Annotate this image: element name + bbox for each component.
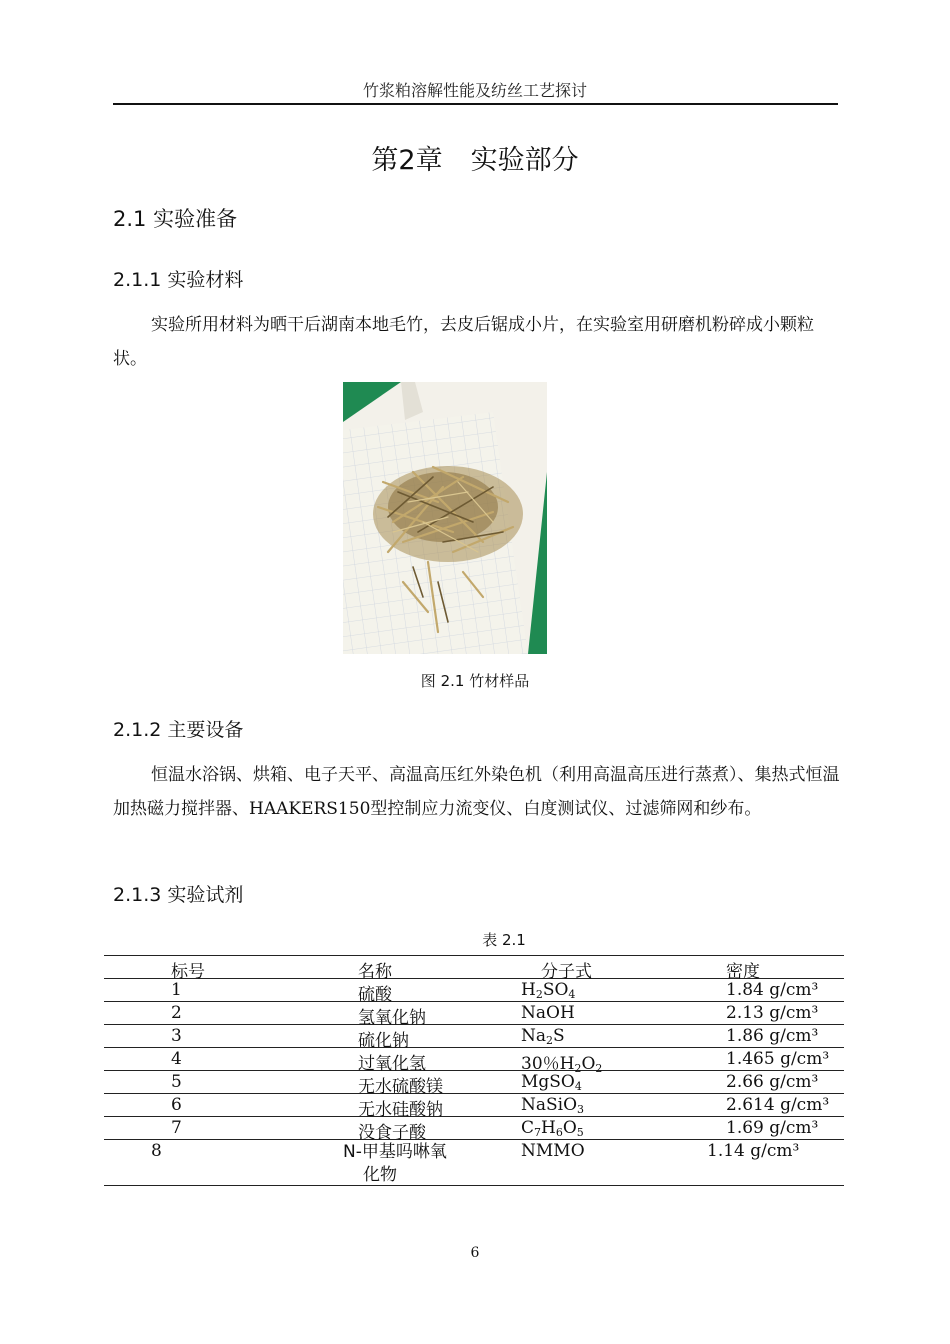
chapter-name: 实验部分 [470,145,579,176]
cell-number: 7 [171,1118,182,1138]
table-row [104,980,844,1005]
cell-density: 1.14 g/cm³ [707,1141,800,1161]
chapter-number: 第2章 [371,145,443,176]
column-header-density: 密度 [726,962,760,982]
equipment-paragraph: 恒温水浴锅、烘箱、电子天平、高温高压红外染色机（利用高温高压进行蒸煮）、集热式恒温加热磁力搅拌器、HAAKERS150型控制应力流变仪、白度测试仪、过滤筛网和纱布。 [113,765,840,819]
cell-formula: $C_7H_6O_5$ [521,1118,584,1139]
cell-density: 1.86 g/cm³ [726,1026,819,1046]
cell-number: 1 [171,980,182,1000]
cell-name: 没食子酸 [358,1123,426,1143]
cell-number: 2 [171,1003,182,1023]
table-row [104,1141,844,1185]
chapter-title [0,138,950,177]
header-rule [113,103,838,105]
page-number: 6 [470,1245,480,1261]
column-header-name: 名称 [358,962,392,982]
materials-paragraph: 实验所用材料为晒干后湖南本地毛竹，去皮后锯成小片，在实验室用研磨机粉碎成小颗粒状。 [113,315,814,369]
cell-number: 5 [171,1072,182,1092]
cell-formula: NMMO [521,1141,585,1161]
figure-caption: 图 2.1 竹材样品 [420,672,530,690]
table-header-row [104,957,844,982]
cell-formula: MgSO$_4$ [521,1072,582,1093]
table-caption: 表 2.1 [482,931,526,949]
cell-density: 2.66 g/cm³ [726,1072,819,1092]
cell-formula: $H_2SO_4$ [521,980,576,1001]
table-rule-bottom [104,1185,844,1186]
table-row [104,1026,844,1051]
cell-density: 1.465 g/cm³ [726,1049,830,1069]
cell-number: 3 [171,1026,182,1046]
cell-name: 氢氧化钠 [358,1008,426,1028]
section-heading-2-1-2: 2.1.2 主要设备 [113,719,244,741]
cell-name: 无水硅酸钠 [358,1100,443,1120]
cell-number: 4 [171,1049,182,1069]
cell-name: 过氧化氢 [358,1054,426,1074]
section-heading-2-1-3: 2.1.3 实验试剂 [113,884,244,906]
cell-density: 2.614 g/cm³ [726,1095,830,1115]
table-row [104,1003,844,1028]
bamboo-sample-photo [343,382,547,654]
table-row [104,1072,844,1097]
cell-number: 8 [151,1141,162,1161]
cell-name: 硫酸 [358,985,392,1005]
cell-formula: NaSiO$_3$ [521,1095,585,1116]
section-heading-2-1-1: 2.1.1 实验材料 [113,269,244,291]
table-row [104,1095,844,1120]
running-header: 竹浆粕溶解性能及纺丝工艺探讨 [362,81,587,100]
column-header-number: 标号 [171,962,205,982]
cell-density: 2.13 g/cm³ [726,1003,819,1023]
cell-formula: NaOH [521,1003,575,1023]
cell-density: 1.69 g/cm³ [726,1118,819,1138]
cell-formula: 30％$H_2O_2$ [521,1054,603,1075]
cell-name: 硫化钠 [358,1031,409,1051]
cell-name: 无水硫酸镁 [358,1077,443,1097]
table-rule-top [104,955,844,956]
table-row [104,1049,844,1075]
section-heading-2-1: 2.1 实验准备 [113,207,238,231]
cell-formula: $Na_2S$ [521,1026,565,1047]
table-row [104,1118,844,1143]
cell-number: 6 [171,1095,182,1115]
column-header-formula: 分子式 [541,962,592,982]
cell-density: 1.84 g/cm³ [726,980,819,1000]
cell-name: N-甲基吗啉氧 化物 [343,1142,447,1185]
